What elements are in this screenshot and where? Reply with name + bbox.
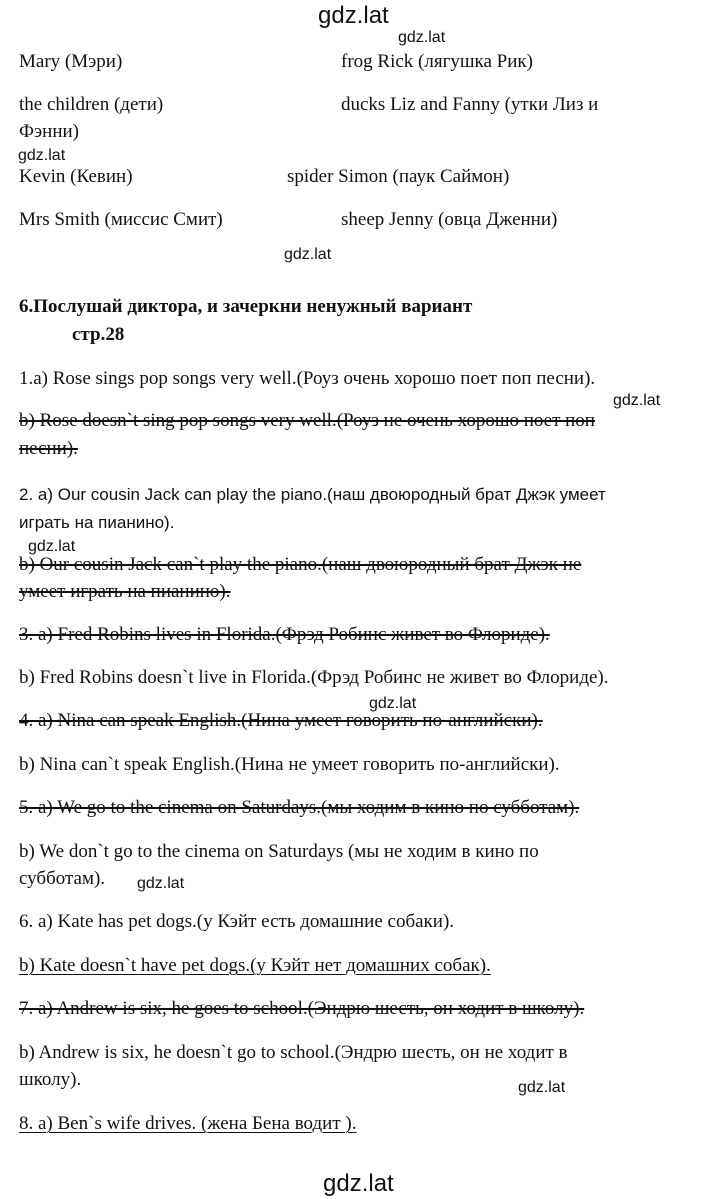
name-entry: ducks Liz and Fanny (утки Лиз и [341, 94, 599, 115]
name-entry: Kevin (Кевин) [19, 166, 133, 187]
name-entry: spider Simon (паук Саймон) [287, 166, 510, 187]
task-title: 6.Послушай диктора, и зачеркни ненужный вариант [19, 296, 473, 317]
answer-line: 2. a) Our cousin Jack can play the piano.(наш двоюродный брат Джэк умеет [19, 485, 606, 504]
watermark: gdz.lat [518, 1079, 566, 1096]
watermark: gdz.lat [284, 246, 332, 263]
answer-line: b) Nina can`t speak English.(Нина не умеет говорить по-английски). [19, 754, 560, 775]
name-entry-continuation: Фэнни) [19, 121, 79, 142]
answer-line: играть на пианино). [19, 513, 175, 532]
answer-line-struck: 7. a) Andrew is six, he goes to school.(Эндрю шесть, он ходит в школу). [19, 998, 585, 1019]
answer-line: 6. a) Kate has pet dogs.(у Кэйт есть домашние собаки). [19, 911, 455, 932]
answer-line-struck: песни). [19, 438, 78, 459]
answer-line: 1.а) Rose sings pop songs very well.(Роуз очень хорошо поет поп песни). [19, 368, 596, 389]
answer-line-struck: b) Rose doesn`t sing pop songs very well.(Роуз не очень хорошо поет поп [19, 410, 595, 431]
answer-line-underlined: 8. a) Ben`s wife drives. (жена Бена водит ). [19, 1113, 357, 1134]
watermark: gdz.lat [323, 1170, 394, 1197]
watermark: gdz.lat [318, 2, 389, 29]
name-entry: Mary (Мэри) [19, 51, 123, 72]
watermark: gdz.lat [18, 147, 66, 164]
task-page: стр.28 [72, 324, 125, 345]
answer-line-struck: b) Our cousin Jack can`t play the piano.(наш двоюродный брат Джэк не [19, 554, 582, 575]
name-entry: sheep Jenny (овца Дженни) [341, 209, 558, 230]
answer-line: b) Andrew is six, he doesn`t go to school.(Эндрю шесть, он не ходит в [19, 1042, 568, 1063]
watermark: gdz.lat [613, 392, 661, 409]
watermark: gdz.lat [398, 29, 446, 46]
answer-line: школу). [19, 1069, 82, 1090]
answer-line: b) Fred Robins doesn`t live in Florida.(Фрэд Робинс не живет во Флориде). [19, 667, 609, 688]
answer-line-struck: 3. a) Fred Robins lives in Florida.(Фрэд Робинс живет во Флориде). [19, 624, 550, 645]
watermark: gdz.lat [369, 695, 417, 712]
answer-line-struck: 5. a) We go to the cinema on Saturdays.(мы ходим в кино по субботам). [19, 797, 580, 818]
answer-line-struck: 4. a) Nina can speak English.(Нина умеет говорить по-английски). [19, 710, 543, 731]
answer-line-struck: умеет играть на пианино). [19, 581, 231, 602]
answer-line-underlined: b) Kate doesn`t have pet dogs.(у Кэйт нет домашних собак). [19, 955, 491, 976]
name-entry: the children (дети) [19, 94, 164, 115]
watermark: gdz.lat [137, 875, 185, 892]
answer-line: b) We don`t go to the cinema on Saturdays (мы не ходим в кино по [19, 841, 539, 862]
watermark: gdz.lat [28, 538, 76, 555]
answer-line: субботам). [19, 868, 106, 889]
name-entry: Mrs Smith (миссис Смит) [19, 209, 223, 230]
name-entry: frog Rick (лягушка Рик) [341, 51, 533, 72]
